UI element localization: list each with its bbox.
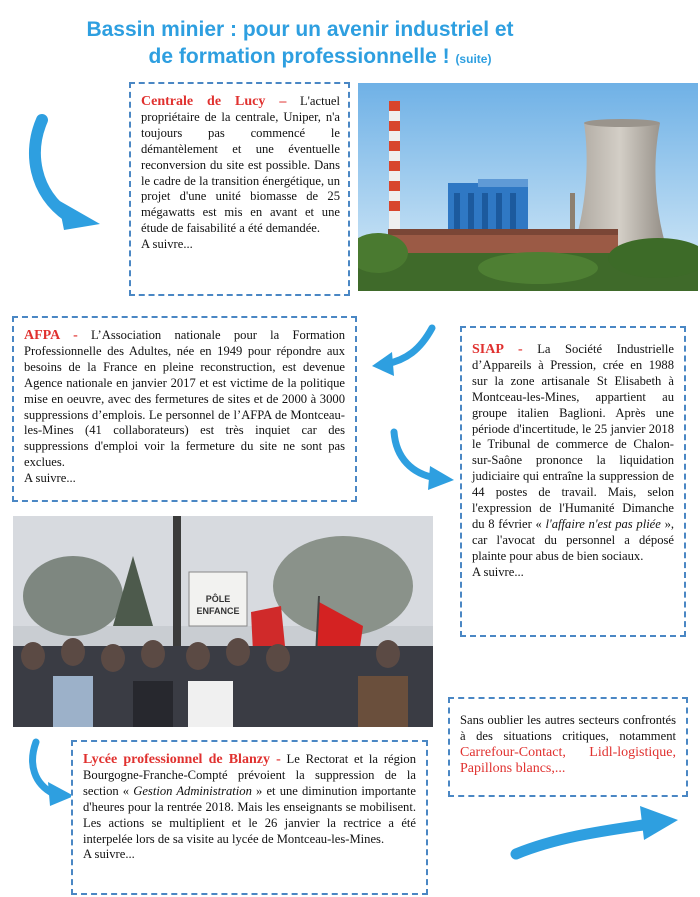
title-line-2: [0, 43, 600, 73]
siap-follow: A suivre...: [472, 564, 524, 579]
blanzy-quote: Gestion Administration: [133, 783, 252, 798]
lucy-text: L'actuel propriétaire de la centrale, Uniper, n'a toujours pas commencé le démantèlement et une éventuelle reconversion du site est possible. Dans le cadre de la transition énergétique, un projet d'une unité biomasse de 25 mégawatts est mis en avant et une étude de faisabilité a été demandée.: [141, 94, 340, 236]
others-text: Sans oublier les autres secteurs confrontés à des situations critiques, notamment: [460, 713, 676, 743]
lucy-box: [129, 82, 350, 296]
demonstration-image: [13, 516, 433, 727]
curved-arrow-icon: [370, 322, 440, 382]
demonstration-photo: [13, 516, 433, 727]
title-main: de formation professionnelle !: [148, 45, 450, 68]
blanzy-text-1: Le Rectorat et la région Bourgogne-Franche-Compté prévoient la suppression de la section «: [83, 752, 416, 798]
title-line-1: Bassin minier : pour un avenir industriel et: [86, 18, 514, 41]
blanzy-follow: A suivre...: [83, 847, 135, 862]
lucy-body: [141, 94, 340, 237]
blanzy-text-2: » et une diminution importante d'heures pour la rentrée 2018. Mais les enseignants se mobilisent. Les actions se multiplient et le 26 janvier la rectrice a été interpelée lors de sa visite au lycée de Montceau-les-Mines.: [83, 783, 416, 846]
sign-line-2: ENFANCE: [196, 606, 240, 616]
siap-text-1: La Société Industrielle d’Appareils à Pression, crée en 1988 sur la zone artisanale St Elisabeth à Montceau-les-Mines, appartient au groupe italien Baglioni. Après une période d'incertitude, le 25 janvier 2018 le Tribunal de commerce de Chalon-sur-Saône prononce la liquidation judiciaire qui entraîne la suppression de 44 postes de travail. Mais, selon l'expression de l'Humanité Dimanche du 8 février «: [472, 342, 674, 531]
siap-heading: SIAP -: [472, 342, 523, 357]
curved-arrow-icon: [26, 738, 76, 810]
lucy-follow: A suivre...: [141, 237, 193, 252]
siap-quote: l'affaire n'est pas pliée: [545, 516, 661, 531]
curved-arrow-icon: [510, 800, 680, 862]
lucy-heading: Centrale de Lucy –: [141, 94, 287, 109]
blanzy-heading: Lycée professionnel de Blanzy -: [83, 752, 281, 767]
power-plant-photo: [358, 83, 698, 291]
others-box: [448, 697, 688, 797]
siap-text-2: », car l'avocat du personnel a déposé plainte pour abus de bien sociaux.: [472, 516, 675, 563]
others-body: [460, 713, 676, 777]
curved-arrow-icon: [388, 428, 458, 494]
siap-body: [472, 342, 674, 565]
afpa-follow: A suivre...: [24, 471, 76, 486]
curved-arrow-icon: [28, 112, 108, 232]
title-suite: (suite): [455, 52, 492, 66]
afpa-body: [24, 328, 345, 471]
others-highlight: Carrefour-Contact, Lidl-logistique, Papillons blancs,...: [460, 744, 676, 776]
afpa-box: [12, 316, 357, 502]
siap-box: [460, 326, 686, 637]
blanzy-body: [83, 752, 416, 847]
sign-line-1: PÔLE: [205, 594, 231, 604]
afpa-heading: AFPA -: [24, 328, 78, 343]
power-plant-image: [358, 83, 698, 291]
blanzy-box: [71, 740, 428, 895]
page-title: [0, 16, 600, 73]
afpa-text: L’Association nationale pour la Formation Professionnelle des Adultes, née en 1949 pour répondre aux besoins de la France en pleine reconstruction, est devenue Agence nationale en janvier 2017 et est victime de la politique mise en oeuvre, avec des fermetures de sites et de 2000 à 3000 suppressions d’emplois. Le personnel de l’AFPA de Montceau-les-Mines (41 collaborateurs) est très inquiet car des suppressions d'emploi voir la fermeture du site ne sont pas exclues.: [24, 328, 345, 470]
